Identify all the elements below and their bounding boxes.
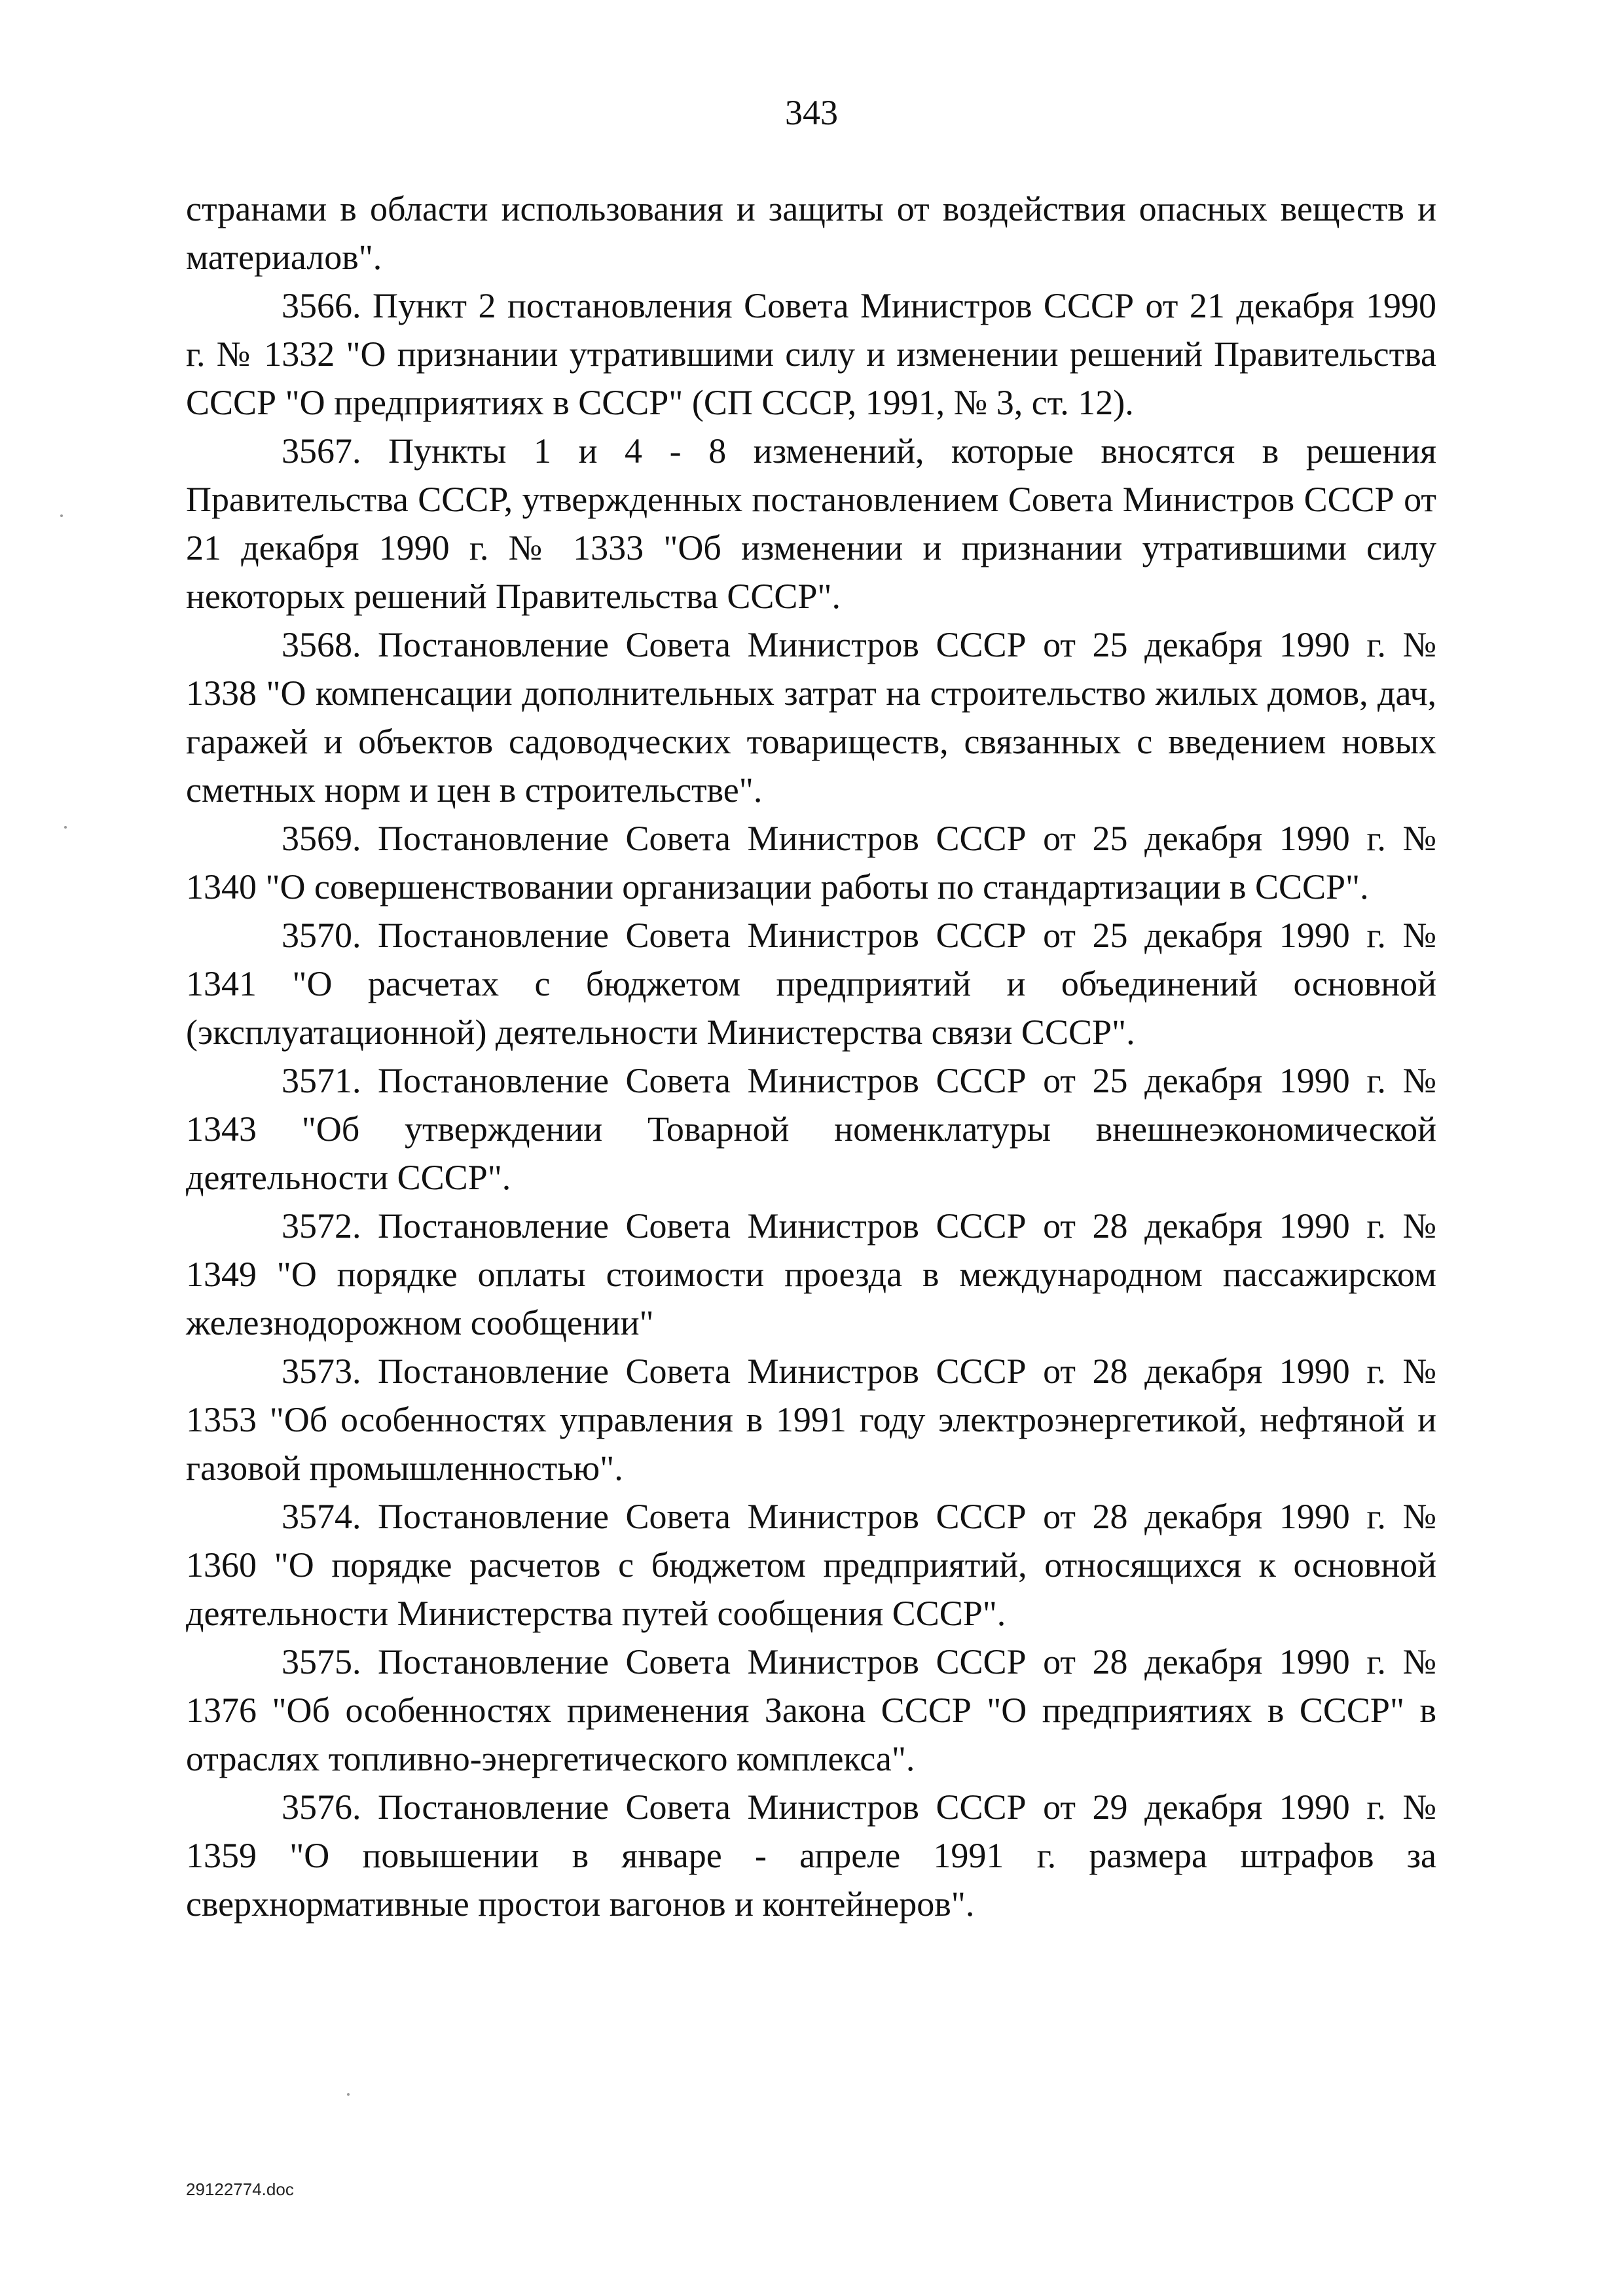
paragraph-item-3572: 3572. Постановление Совета Министров СССР от 28 декабря 1990 г. № 1349 "О порядке оплаты стоимости проезда в международном пассажирском железнодорожном сообщении" — [186, 1206, 1436, 1342]
paragraph-item-3573: 3573. Постановление Совета Министров СССР от 28 декабря 1990 г. № 1353 "Об особенностях управления в 1991 году электроэнергетикой, нефтяной и газовой промышленностью". — [186, 1352, 1436, 1488]
page-number: 343 — [785, 93, 838, 132]
scan-speck — [60, 514, 63, 517]
paragraph-item-3576: 3576. Постановление Совета Министров СССР от 29 декабря 1990 г. № 1359 "О повышении в январе - апреле 1991 г. размера штрафов за сверхнормативные простои вагонов и контейнеров". — [186, 1787, 1436, 1924]
paragraph-item-3575: 3575. Постановление Совета Министров СССР от 28 декабря 1990 г. № 1376 "Об особенностях применения Закона СССР "О предприятиях в СССР" в отраслях топливно-энергетического комплекса". — [186, 1642, 1436, 1778]
scan-speck — [64, 826, 67, 829]
paragraph-item-3571: 3571. Постановление Совета Министров СССР от 25 декабря 1990 г. № 1343 "Об утверждении Товарной номенклатуры внешнеэкономической деятельности СССР". — [186, 1061, 1436, 1197]
document-body — [186, 185, 1436, 1928]
paragraph-continuation: странами в области использования и защиты от воздействия опасных веществ и материалов". — [186, 189, 1436, 277]
paragraph-item-3570: 3570. Постановление Совета Министров СССР от 25 декабря 1990 г. № 1341 "О расчетах с бюджетом предприятий и объединений основной (эксплуатационной) деятельности Министерства связи СССР". — [186, 916, 1436, 1052]
paragraph-item-3566: 3566. Пункт 2 постановления Совета Министров СССР от 21 декабря 1990 г. № 1332 "О признании утратившими силу и изменении решений Правительства СССР "О предприятиях в СССР" (СП СССР, 1991, № 3, ст. 12). — [186, 286, 1436, 422]
scan-speck — [347, 2093, 350, 2096]
footer-filename: 29122774.doc — [186, 2179, 294, 2199]
paragraph-item-3569: 3569. Постановление Совета Министров СССР от 25 декабря 1990 г. № 1340 "О совершенствовании организации работы по стандартизации в СССР". — [186, 819, 1436, 906]
paragraph-item-3574: 3574. Постановление Совета Министров СССР от 28 декабря 1990 г. № 1360 "О порядке расчетов с бюджетом предприятий, относящихся к основной деятельности Министерства путей сообщения СССР". — [186, 1497, 1436, 1633]
paragraph-item-3568: 3568. Постановление Совета Министров СССР от 25 декабря 1990 г. № 1338 "О компенсации дополнительных затрат на строительство жилых домов, дач, гаражей и объектов садоводческих товариществ, связанных с введением новых сметных норм и цен в строительстве". — [186, 625, 1436, 810]
paragraph-item-3567: 3567. Пункты 1 и 4 - 8 изменений, которые вносятся в решения Правительства СССР, утвержденных постановлением Совета Министров СССР от 21 декабря 1990 г. № 1333 "Об изменении и признании утратившими силу некоторых решений Правительства СССР". — [186, 431, 1436, 616]
